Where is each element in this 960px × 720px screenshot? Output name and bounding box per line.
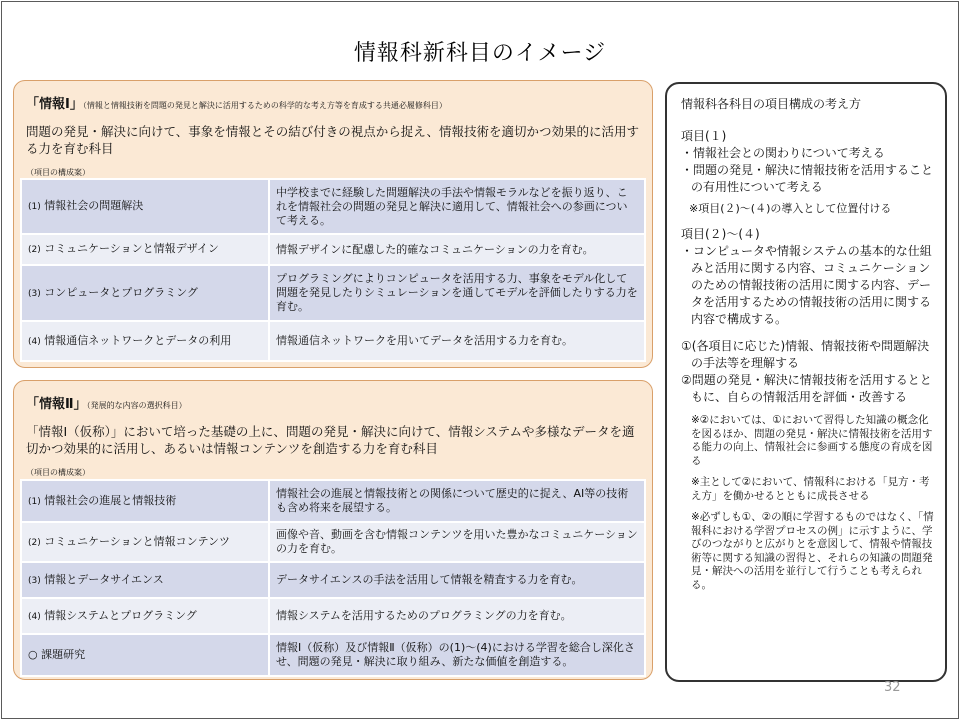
info-2-description: 「情報Ⅰ（仮称）」において培った基礎の上に、問題の発見・解決に向けて、情報システムや多様なデータを適切かつ効果的に活用し、あるいは情報コンテンツを創造する力を育む科目 xyxy=(26,424,635,456)
table-row xyxy=(21,179,645,234)
item-name-cell: (2) コミュニケーションと情報デザイン xyxy=(21,234,269,265)
item-name-cell: ○ 課題研究 xyxy=(21,634,269,676)
side-bullet: ・コンピュータや情報システムの基本的な仕組みと活用に関する内容、コミュニケーションのための情報技術の活用に関する内容、データを活用するための情報技術の活用に関する内容で構成する。 xyxy=(681,244,932,326)
table-row xyxy=(21,234,645,265)
info-1-heading-sub: （情報と情報技術を問題の発見と解決に活用するための科学的な考え方等を育成する共通必履修科目） xyxy=(82,101,447,110)
item-detail-cell: 情報Ⅰ（仮称）及び情報Ⅱ（仮称）の(1)～(4)における学習を総合し深化させ、問題の発見・解決に取り組み、新たな価値を創造する。 xyxy=(269,634,645,676)
structure-concept-box xyxy=(665,82,947,682)
item-detail-cell: 情報デザインに配慮した的確なコミュニケーションの力を育む。 xyxy=(269,234,645,265)
info-2-items-table xyxy=(20,479,646,677)
item-detail-cell: 情報社会の進展と情報技術との関係について歴史的に捉え、AI等の技術も含め将来を展望する。 xyxy=(269,480,645,522)
page-title: 情報科新科目のイメージ xyxy=(353,41,607,66)
side-note: ※②においては、①において習得した知識の概念化を図るほか、問題の発見・解決に情報技術を活用する能力の向上、情報社会に参画する態度の育成を図る xyxy=(691,414,933,467)
table-row xyxy=(21,265,645,321)
info-1-description: 問題の発見・解決に向けて、事象を情報とその結び付きの視点から捉え、情報技術を適切かつ効果的に活用する力を育む科目 xyxy=(26,124,640,156)
info-2-heading-title: 「情報Ⅱ」 xyxy=(26,397,87,412)
table-row xyxy=(21,598,645,634)
side-note: ※項目(２)～(４)の導入として位置付ける xyxy=(689,202,892,215)
item-name-cell: (3) コンピュータとプログラミング xyxy=(21,265,269,321)
item-name-cell: (2) コミュニケーションと情報コンテンツ xyxy=(21,522,269,562)
info-1-heading xyxy=(26,93,447,112)
info-1-panel xyxy=(13,80,653,368)
side-note: ※主として②において、情報科における「見方・考え方」を働かせるとともに成長させる xyxy=(691,476,930,502)
item-detail-cell: プログラミングによりコンピュータを活用する力、事象をモデル化して問題を発見したりシミュレーションを通してモデルを評価したりする力を育む。 xyxy=(269,265,645,321)
page-number: 32 xyxy=(884,680,901,695)
side-item-1-label: 項目(１) xyxy=(681,129,727,143)
item-detail-cell: 情報システムを活用するためのプログラミングの力を育む。 xyxy=(269,598,645,634)
item-name-cell: (4) 情報システムとプログラミング xyxy=(21,598,269,634)
item-name-cell: (1) 情報社会の進展と情報技術 xyxy=(21,480,269,522)
item-name-cell: (3) 情報とデータサイエンス xyxy=(21,562,269,598)
item-detail-cell: 画像や音、動画を含む情報コンテンツを用いた豊かなコミュニケーションの力を育む。 xyxy=(269,522,645,562)
info-1-heading-title: 「情報Ⅰ」 xyxy=(26,97,83,112)
item-name-cell: (1) 情報社会の問題解決 xyxy=(21,179,269,234)
info-1-items-table xyxy=(20,178,646,362)
item-detail-cell: 情報通信ネットワークを用いてデータを活用する力を育む。 xyxy=(269,321,645,361)
side-step-1: ①(各項目に応じた)情報、情報技術や問題解決の手法等を理解する xyxy=(681,339,930,370)
side-bullet: ・問題の発見・解決に情報技術を活用することの有用性について考える xyxy=(681,163,934,194)
table-row xyxy=(21,480,645,522)
side-step-2: ②問題の発見・解決に情報技術を活用するとともに、自らの情報活用を評価・改善する xyxy=(681,373,932,404)
info-1-structure-label: （項目の構成案） xyxy=(26,168,90,177)
info-2-panel xyxy=(13,380,653,680)
item-detail-cell: 中学校までに経験した問題解決の手法や情報モラルなどを振り返り、これを情報社会の問題の発見と解決に適用して、情報社会への参画について考える。 xyxy=(269,179,645,234)
side-item-2-4-label: 項目(２)～(４) xyxy=(681,227,760,241)
side-note: ※必ずしも①、②の順に学習するものではなく、「情報科における学習プロセスの例」に示すように、学びのつながりと広がりとを意図して、情報や情報技術等に関する知識の習得と、それらの知識の問題発見・解決への活用を並行して行うことも考えられる。 xyxy=(691,511,934,591)
info-2-heading-sub: （発展的な内容の選択科目） xyxy=(86,401,187,410)
side-heading: 情報科各科目の項目構成の考え方 xyxy=(681,97,862,111)
info-2-heading xyxy=(26,393,187,412)
table-row xyxy=(21,522,645,562)
table-row xyxy=(21,321,645,361)
table-row xyxy=(21,562,645,598)
item-detail-cell: データサイエンスの手法を活用して情報を精査する力を育む。 xyxy=(269,562,645,598)
table-row xyxy=(21,634,645,676)
side-bullet: ・情報社会との関わりについて考える xyxy=(681,146,885,160)
item-name-cell: (4) 情報通信ネットワークとデータの利用 xyxy=(21,321,269,361)
info-2-structure-label: （項目の構成案） xyxy=(26,468,90,477)
